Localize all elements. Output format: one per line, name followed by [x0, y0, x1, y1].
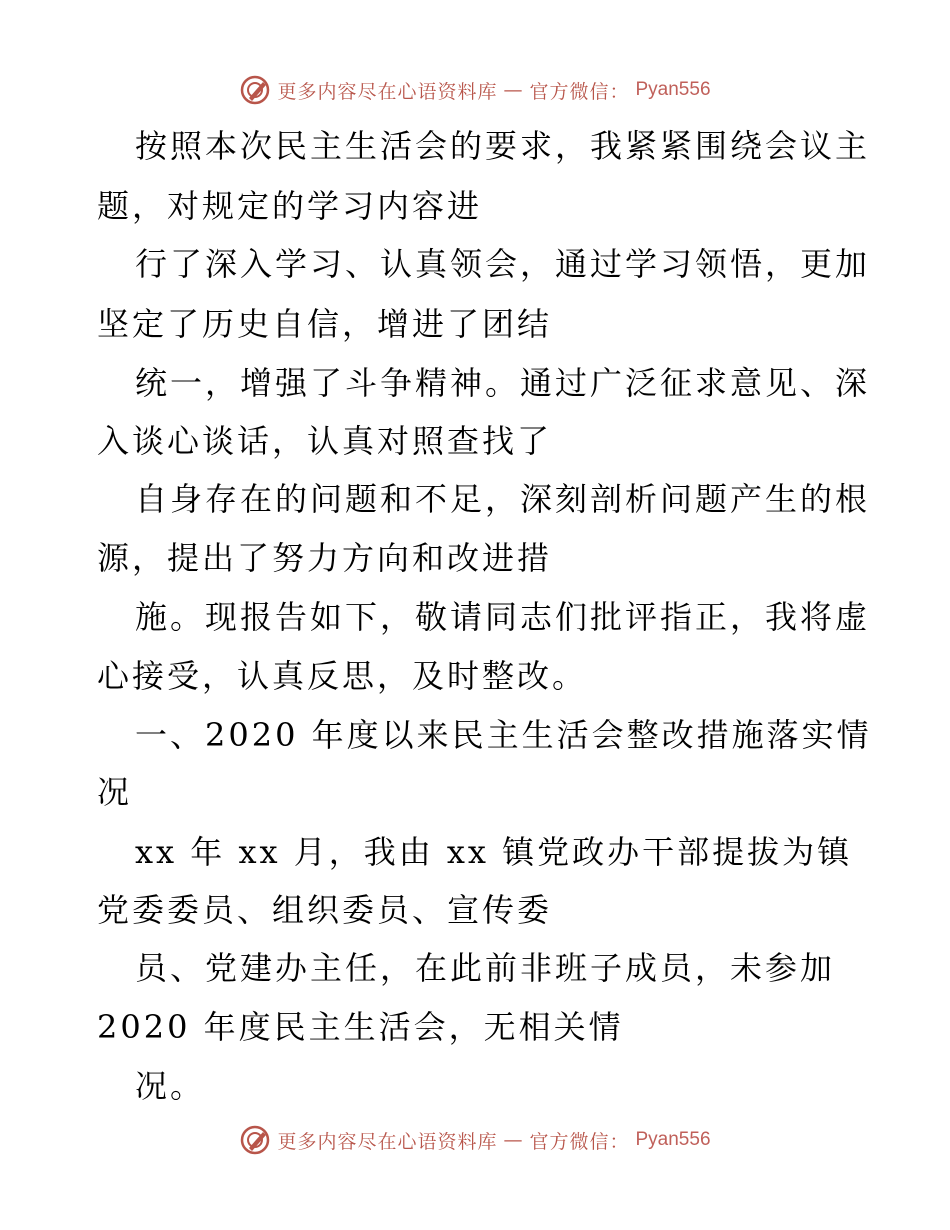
paragraph-line: 施。现报告如下，敬请同志们批评指正，我将虚 — [135, 598, 871, 636]
paragraph-line: 坚定了历史自信，增进了团结 — [97, 305, 553, 343]
paragraph-line: xx 年 xx 月，我由 xx 镇党政办干部提拔为镇 — [135, 833, 853, 871]
paragraph-line: 统一，增强了斗争精神。通过广泛征求意见、深 — [135, 364, 871, 402]
watermark-wechat-id: Pyan556 — [635, 79, 711, 100]
paragraph-line: 题，对规定的学习内容进 — [97, 187, 483, 225]
paragraph-line: 行了深入学习、认真领会，通过学习领悟，更加 — [135, 245, 871, 283]
pen-logo-icon — [239, 74, 271, 106]
paragraph-line: 自身存在的问题和不足，深刻剖析问题产生的根 — [135, 480, 871, 518]
header-watermark — [0, 70, 950, 110]
paragraph-line: 党委委员、组织委员、宣传委 — [97, 891, 553, 929]
paragraph-line: 入谈心谈话，认真对照查找了 — [97, 422, 553, 460]
section-heading-continued: 况 — [97, 773, 133, 811]
watermark-wechat-id: Pyan556 — [635, 1129, 711, 1150]
pen-logo-icon — [239, 1124, 271, 1156]
paragraph-line: 况。 — [135, 1067, 206, 1105]
watermark-separator: — — [503, 1129, 524, 1151]
paragraph-line: 源，提出了努力方向和改进措 — [97, 539, 553, 577]
section-heading: 一、2020 年度以来民主生活会整改措施落实情 — [135, 716, 872, 754]
watermark-official: 官方微信： — [529, 80, 630, 103]
paragraph-line: 按照本次民主生活会的要求，我紧紧围绕会议主 — [135, 127, 871, 165]
footer-watermark — [0, 1120, 950, 1160]
watermark-label: 更多内容尽在心语资料库 — [277, 1130, 498, 1153]
watermark-separator: — — [503, 79, 524, 101]
watermark-official: 官方微信： — [529, 1130, 630, 1153]
paragraph-line: 心接受，认真反思，及时整改。 — [97, 657, 588, 695]
paragraph-line: 2020 年度民主生活会，无相关情 — [97, 1008, 624, 1046]
paragraph-line: 员、党建办主任，在此前非班子成员，未参加 — [135, 949, 836, 987]
watermark-label: 更多内容尽在心语资料库 — [277, 80, 498, 103]
